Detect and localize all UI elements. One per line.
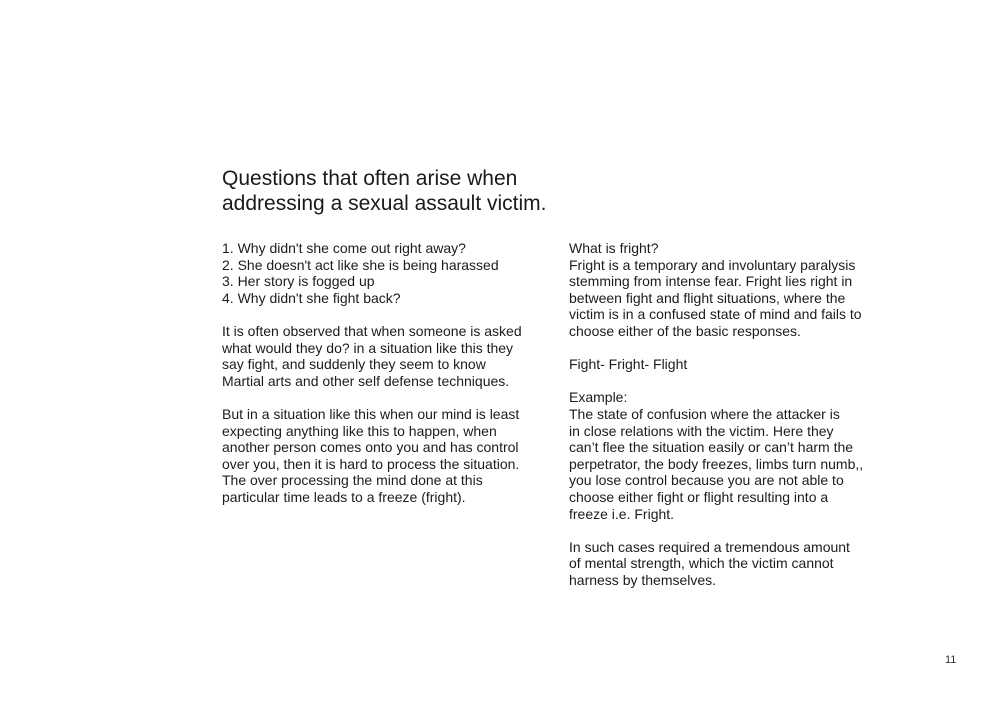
paragraph-line: freeze i.e. Fright. [569, 505, 675, 522]
paragraph-line: say fight, and suddenly they seem to know [222, 356, 486, 373]
spacer [569, 340, 879, 357]
paragraph-line: harness by themselves. [569, 571, 717, 588]
spacer [222, 389, 542, 406]
left-column [222, 240, 542, 506]
question-item: 2. She doesn't act like she is being harassed [222, 256, 499, 273]
spacer [569, 522, 879, 539]
paragraph-line: expecting anything like this to happen, when [222, 422, 497, 439]
spacer [569, 373, 879, 390]
paragraph-line: particular time leads to a freeze (fright). [222, 488, 466, 505]
paragraph-line: The over processing the mind done at this [222, 472, 483, 489]
paragraph-line: stemming from intense fear. Fright lies right in [569, 273, 853, 290]
paragraph-line: In such cases required a tremendous amount [569, 538, 850, 555]
example-block [569, 389, 879, 522]
sequence-text: Fight- Fright- Flight [569, 356, 688, 373]
example-label: Example: [569, 389, 628, 406]
paragraph-line: perpetrator, the body freezes, limbs turn numb,, [569, 455, 864, 472]
response-sequence [569, 356, 879, 373]
paragraph-line: It is often observed that when someone is asked [222, 322, 522, 339]
paragraph-line: The state of confusion where the attacker is [569, 405, 840, 422]
paragraph-line: victim is in a confused state of mind and fails to [569, 306, 862, 323]
paragraph-line: over you, then it is hard to process the situation. [222, 455, 520, 472]
fright-heading [569, 240, 879, 257]
section-heading: What is fright? [569, 240, 659, 256]
fright-definition [569, 257, 879, 340]
paragraph-line: between fight and flight situations, where the [569, 289, 846, 306]
paragraph-line: choose either fight or flight resulting into a [569, 488, 829, 505]
paragraph-line: Martial arts and other self defense techniques. [222, 372, 510, 389]
page-number: 11 [945, 654, 957, 666]
paragraph-line: choose either of the basic responses. [569, 322, 801, 339]
questions-list [222, 240, 542, 306]
conclusion-paragraph [569, 539, 879, 589]
right-column [569, 240, 879, 588]
question-item: 1. Why didn't she come out right away? [222, 240, 466, 256]
question-item: 4. Why didn't she fight back? [222, 289, 401, 306]
page-title [222, 166, 622, 216]
paragraph-observation [222, 323, 542, 389]
paragraph-line: what would they do? in a situation like this they [222, 339, 514, 356]
paragraph-line: of mental strength, which the victim cannot [569, 555, 834, 572]
paragraph-line: But in a situation like this when our mind is least [222, 405, 520, 422]
paragraph-line: in close relations with the victim. Here they [569, 422, 834, 439]
paragraph-line: Fright is a temporary and involuntary paralysis [569, 256, 856, 273]
question-item: 3. Her story is fogged up [222, 273, 375, 290]
paragraph-line: you lose control because you are not able to [569, 472, 844, 489]
title-line-1: Questions that often arise when [222, 167, 518, 190]
spacer [222, 306, 542, 323]
paragraph-freeze [222, 406, 542, 506]
paragraph-line: can’t flee the situation easily or can’t harm the [569, 439, 854, 456]
title-line-2: addressing a sexual assault victim. [222, 192, 547, 215]
paragraph-line: another person comes onto you and has control [222, 439, 519, 456]
